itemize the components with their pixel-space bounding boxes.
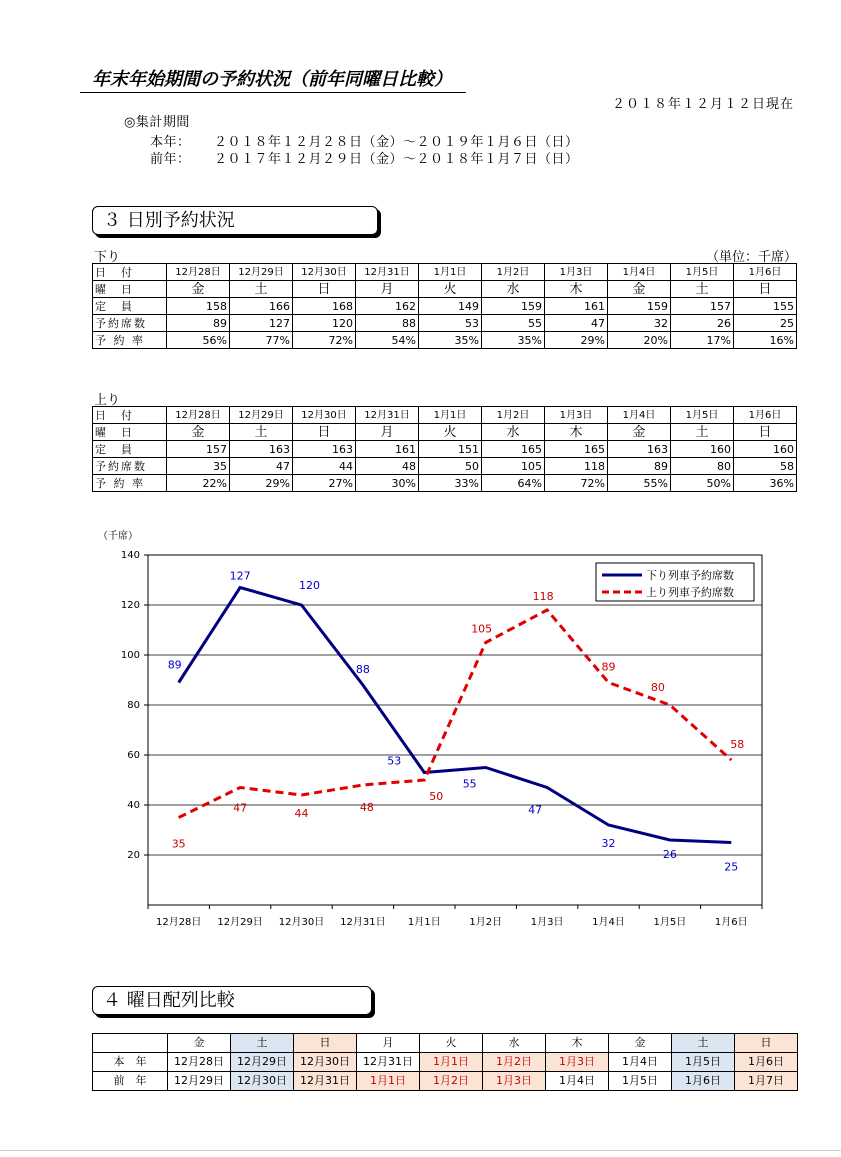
table-cell: 33% <box>419 475 482 492</box>
table-cell: 20% <box>608 332 671 349</box>
table-cell: 12月31日 <box>357 1053 420 1072</box>
table-cell: 56% <box>167 332 230 349</box>
data-label: 88 <box>355 663 370 676</box>
table-cell: 水 <box>483 1034 546 1053</box>
table-cell: 月 <box>357 1034 420 1053</box>
table-cell: 日 <box>294 1034 357 1053</box>
row-header: 予 約 率 <box>93 475 167 492</box>
table-cell: 161 <box>356 441 419 458</box>
last-year-label: 前年： <box>150 152 191 167</box>
x-tick-label: 12月29日 <box>217 917 263 928</box>
table-cell: 22% <box>167 475 230 492</box>
table-cell: 12月30日 <box>231 1072 294 1091</box>
x-tick-label: 1月3日 <box>530 917 564 928</box>
data-label: 127 <box>229 569 251 583</box>
table-cell: 80 <box>671 458 734 475</box>
table-cell: 1月5日 <box>671 407 734 424</box>
data-label: 105 <box>471 622 493 636</box>
legend-label: 上り列車予約席数 <box>646 586 734 599</box>
table-cell: 12月29日 <box>231 1053 294 1072</box>
table-cell: 163 <box>293 441 356 458</box>
table-cell: 165 <box>545 441 608 458</box>
table-cell: 火 <box>420 1034 483 1053</box>
table-cell: 火 <box>419 281 482 298</box>
table-cell: 162 <box>356 298 419 315</box>
up-table-label: 上り <box>94 393 121 408</box>
table-cell: 1月7日 <box>735 1072 798 1091</box>
table-cell: 金 <box>167 281 230 298</box>
last-year-range: ２０１７年１２月２９日（金）～２０１８年１月７日（日） <box>214 152 579 167</box>
table-cell: 1月4日 <box>608 407 671 424</box>
table-cell: 47 <box>230 458 293 475</box>
table-cell: 土 <box>230 281 293 298</box>
table-cell: 88 <box>356 315 419 332</box>
table-cell: 1月1日 <box>420 1053 483 1072</box>
table-cell: 月 <box>356 281 419 298</box>
table-cell: 土 <box>671 424 734 441</box>
table-row <box>93 424 797 441</box>
table-cell: 26 <box>671 315 734 332</box>
dow-comparison-table <box>92 1033 798 1091</box>
table-cell: 30% <box>356 475 419 492</box>
down-table-label: 下り <box>94 250 121 265</box>
table-cell: 72% <box>293 332 356 349</box>
table-cell: 151 <box>419 441 482 458</box>
table-cell: 12月29日 <box>230 264 293 281</box>
period-label: ◎集計期間 <box>124 115 190 130</box>
table-cell: 1月1日 <box>419 264 482 281</box>
table-row <box>93 1072 798 1091</box>
y-tick-label: 40 <box>127 800 140 811</box>
table-cell: 1月4日 <box>546 1072 609 1091</box>
table-cell: 月 <box>356 424 419 441</box>
table-row <box>93 298 797 315</box>
table-cell: 157 <box>671 298 734 315</box>
legend-label: 下り列車予約席数 <box>646 569 734 582</box>
table-cell: 12月28日 <box>167 407 230 424</box>
table-cell: 55 <box>482 315 545 332</box>
y-tick-label: 120 <box>120 600 140 611</box>
table-cell: 166 <box>230 298 293 315</box>
table-cell: 72% <box>545 475 608 492</box>
y-tick-label: 100 <box>120 650 140 661</box>
data-label: 53 <box>387 754 402 768</box>
data-label: 120 <box>299 579 320 592</box>
table-cell: 17% <box>671 332 734 349</box>
this-year-label: 本年： <box>150 135 191 150</box>
table-cell: 1月3日 <box>546 1053 609 1072</box>
table-cell: 水 <box>482 281 545 298</box>
table-cell: 本 年 <box>93 1053 168 1072</box>
data-label: 48 <box>359 801 374 814</box>
row-header: 日 付 <box>93 407 167 424</box>
table-row <box>93 1034 798 1053</box>
table-cell: 日 <box>734 424 797 441</box>
table-cell: 127 <box>230 315 293 332</box>
table-cell: 日 <box>293 424 356 441</box>
table-cell: 日 <box>293 281 356 298</box>
row-header: 定 員 <box>93 298 167 315</box>
table-cell: 53 <box>419 315 482 332</box>
table-cell: 12月30日 <box>294 1053 357 1072</box>
x-tick-label: 12月31日 <box>340 917 386 928</box>
table-row <box>93 475 797 492</box>
data-label: 25 <box>724 860 739 874</box>
table-cell: 105 <box>482 458 545 475</box>
table-row <box>93 407 797 424</box>
table-cell: 89 <box>167 315 230 332</box>
table-cell: 29% <box>545 332 608 349</box>
table-cell: 163 <box>608 441 671 458</box>
table-cell: 土 <box>230 424 293 441</box>
table-cell: 土 <box>231 1034 294 1053</box>
data-label: 118 <box>532 590 554 603</box>
table-cell: 118 <box>545 458 608 475</box>
table-row <box>93 1053 798 1072</box>
table-cell: 160 <box>734 441 797 458</box>
data-label: 89 <box>601 660 616 674</box>
x-tick-label: 1月2日 <box>469 917 503 928</box>
table-cell: 金 <box>608 281 671 298</box>
table-cell: 168 <box>293 298 356 315</box>
data-label: 80 <box>650 681 665 694</box>
row-header: 日 付 <box>93 264 167 281</box>
reservation-line-chart <box>90 525 790 935</box>
table-cell: 35% <box>419 332 482 349</box>
table-cell: 1月6日 <box>734 407 797 424</box>
table-row <box>93 315 797 332</box>
table-cell: 159 <box>608 298 671 315</box>
table-cell: 木 <box>546 1034 609 1053</box>
table-cell: 64% <box>482 475 545 492</box>
table-cell: 12月31日 <box>356 264 419 281</box>
down-table <box>92 263 797 349</box>
data-label: 32 <box>601 837 616 850</box>
as-of-date: ２０１８年１２月１２日現在 <box>611 97 794 112</box>
table-row <box>93 441 797 458</box>
table-cell: 12月28日 <box>167 264 230 281</box>
data-label: 47 <box>233 801 248 815</box>
this-year-range: ２０１８年１２月２８日（金）～２０１９年１月６日（日） <box>214 135 579 150</box>
table-cell: 47 <box>545 315 608 332</box>
unit-label: （単位：千席） <box>705 250 797 265</box>
y-tick-label: 60 <box>127 750 140 761</box>
table-row <box>93 332 797 349</box>
table-cell: 48 <box>356 458 419 475</box>
page-bottom-rule <box>0 1150 841 1151</box>
row-header: 予約席数 <box>93 458 167 475</box>
up-table <box>92 406 797 492</box>
row-header: 曜 日 <box>93 424 167 441</box>
table-cell: 16% <box>734 332 797 349</box>
table-cell: 1月2日 <box>420 1072 483 1091</box>
table-row <box>93 458 797 475</box>
table-cell: 77% <box>230 332 293 349</box>
table-cell: 158 <box>167 298 230 315</box>
table-cell: 金 <box>608 424 671 441</box>
data-label: 26 <box>662 848 677 861</box>
table-cell: 12月31日 <box>356 407 419 424</box>
table-cell: 1月2日 <box>482 264 545 281</box>
table-cell: 日 <box>735 1034 798 1053</box>
table-cell: 12月30日 <box>293 407 356 424</box>
table-cell: 149 <box>419 298 482 315</box>
table-cell: 32 <box>608 315 671 332</box>
table-cell: 159 <box>482 298 545 315</box>
section4-title: ４ 曜日配列比較 <box>92 986 372 1015</box>
table-cell: 前 年 <box>93 1072 168 1091</box>
data-label: 35 <box>171 837 186 851</box>
data-label: 58 <box>730 738 745 751</box>
table-cell: 木 <box>545 281 608 298</box>
row-header: 予 約 率 <box>93 332 167 349</box>
table-cell: 29% <box>230 475 293 492</box>
x-tick-label: 1月4日 <box>592 917 625 928</box>
table-cell: 58 <box>734 458 797 475</box>
y-tick-label: 20 <box>127 850 140 861</box>
table-cell: 25 <box>734 315 797 332</box>
table-cell: 120 <box>293 315 356 332</box>
table-cell: 1月1日 <box>419 407 482 424</box>
table-cell: 160 <box>671 441 734 458</box>
y-tick-label: 140 <box>120 550 140 561</box>
table-cell: 12月30日 <box>293 264 356 281</box>
table-cell: 木 <box>545 424 608 441</box>
table-cell: 金 <box>167 424 230 441</box>
table-cell: 35% <box>482 332 545 349</box>
table-cell: 1月6日 <box>672 1072 735 1091</box>
table-row <box>93 281 797 298</box>
table-cell: 50% <box>671 475 734 492</box>
table-cell: 155 <box>734 298 797 315</box>
chart-unit-label: （千席） <box>98 531 138 542</box>
data-label: 89 <box>167 658 182 672</box>
page-title: 年末年始期間の予約状況（前年同曜日比較） <box>80 68 466 93</box>
section3-title: ３ 日別予約状況 <box>92 206 378 235</box>
table-cell: 1月4日 <box>608 264 671 281</box>
table-cell: 金 <box>609 1034 672 1053</box>
table-cell: 土 <box>671 281 734 298</box>
table-cell: 金 <box>168 1034 231 1053</box>
table-cell: 161 <box>545 298 608 315</box>
y-tick-label: 80 <box>127 700 140 711</box>
table-cell: 1月4日 <box>609 1053 672 1072</box>
table-cell: 12月29日 <box>230 407 293 424</box>
table-row <box>93 264 797 281</box>
table-cell: 12月29日 <box>168 1072 231 1091</box>
x-tick-label: 1月6日 <box>714 917 748 928</box>
table-cell: 1月5日 <box>609 1072 672 1091</box>
table-cell: 12月28日 <box>168 1053 231 1072</box>
table-cell: 日 <box>734 281 797 298</box>
table-cell: 27% <box>293 475 356 492</box>
table-cell: 157 <box>167 441 230 458</box>
table-cell: 土 <box>672 1034 735 1053</box>
table-cell: 1月2日 <box>483 1053 546 1072</box>
table-cell: 89 <box>608 458 671 475</box>
table-cell <box>93 1034 168 1053</box>
x-tick-label: 1月1日 <box>407 917 441 928</box>
row-header: 予約席数 <box>93 315 167 332</box>
table-cell: 火 <box>419 424 482 441</box>
table-cell: 36% <box>734 475 797 492</box>
table-cell: 50 <box>419 458 482 475</box>
data-label: 50 <box>429 790 444 803</box>
x-tick-label: 12月30日 <box>278 917 325 928</box>
table-cell: 54% <box>356 332 419 349</box>
table-cell: 1月2日 <box>482 407 545 424</box>
table-cell: 165 <box>482 441 545 458</box>
table-cell: 水 <box>482 424 545 441</box>
table-cell: 1月1日 <box>357 1072 420 1091</box>
row-header: 曜 日 <box>93 281 167 298</box>
table-cell: 35 <box>167 458 230 475</box>
table-cell: 1月6日 <box>734 264 797 281</box>
table-cell: 12月31日 <box>294 1072 357 1091</box>
table-cell: 1月3日 <box>545 407 608 424</box>
table-cell: 44 <box>293 458 356 475</box>
table-cell: 1月6日 <box>735 1053 798 1072</box>
table-cell: 163 <box>230 441 293 458</box>
x-tick-label: 12月28日 <box>155 917 202 928</box>
table-cell: 1月5日 <box>672 1053 735 1072</box>
row-header: 定 員 <box>93 441 167 458</box>
data-label: 55 <box>462 777 477 791</box>
table-cell: 1月5日 <box>671 264 734 281</box>
data-label: 44 <box>294 807 309 820</box>
data-label: 47 <box>528 803 543 817</box>
table-cell: 1月3日 <box>483 1072 546 1091</box>
table-cell: 1月3日 <box>545 264 608 281</box>
x-tick-label: 1月5日 <box>653 917 687 928</box>
table-cell: 55% <box>608 475 671 492</box>
